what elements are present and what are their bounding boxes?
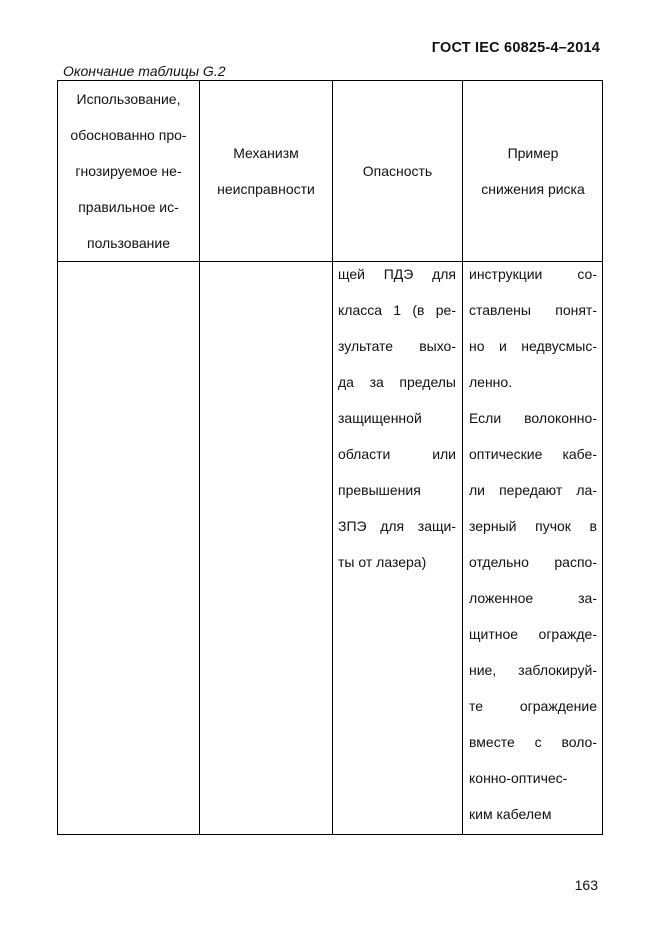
text-line: но и недвусмыс-	[469, 338, 597, 354]
text-line: оптические кабе-	[469, 446, 597, 462]
text-line: превышения	[338, 482, 421, 498]
text-line: ким кабелем	[469, 806, 552, 822]
text-line: ставлены понят-	[469, 302, 597, 318]
page-number: 163	[574, 877, 598, 893]
text-line: да за пределы	[338, 374, 456, 390]
hazard-cell	[338, 263, 456, 587]
text-line: те ограждение	[469, 698, 597, 714]
text-line: защищенной	[338, 410, 422, 426]
header-line: Опасность	[362, 163, 433, 179]
text-line: ЗПЭ для защи-	[338, 518, 456, 534]
header-line: неисправности	[217, 181, 315, 197]
text-line: класса 1 (в ре-	[338, 302, 456, 318]
text-line: ленно.	[469, 374, 513, 390]
table-g2	[57, 80, 603, 835]
text-line: ние, заблокируй-	[469, 662, 597, 678]
header-line: гнозируемое не-	[75, 163, 182, 179]
header-divider	[58, 261, 602, 262]
header-cell-use	[58, 81, 199, 261]
text-line: зультате выхо-	[338, 338, 456, 354]
mitigation-cell	[469, 263, 597, 839]
header-cell-hazard	[333, 81, 462, 261]
header-cell-risk-mitigation	[463, 81, 603, 261]
table-caption: Окончание таблицы G.2	[63, 63, 226, 79]
header-line: пользование	[87, 235, 170, 251]
header-line: Механизм	[233, 145, 299, 161]
text-line: Если волоконно-	[469, 410, 597, 426]
text-line: ты от лазера)	[338, 554, 427, 570]
text-line: зерный пучок в	[469, 518, 597, 534]
header-line: Использование,	[76, 91, 181, 107]
header-line: снижения риска	[481, 181, 585, 197]
text-line: конно-оптичес-	[469, 770, 568, 786]
text-line: щитное огражде-	[469, 626, 597, 642]
text-line: ли передают ла-	[469, 482, 597, 498]
header-line: Пример	[507, 145, 559, 161]
text-line: инструкции со-	[469, 266, 597, 282]
text-line: ложенное за-	[469, 590, 597, 606]
text-line: отдельно распо-	[469, 554, 597, 570]
text-line: области или	[338, 446, 456, 462]
header-line: правильное ис-	[78, 199, 179, 215]
text-line: щей ПДЭ для	[338, 266, 456, 282]
standard-designation: ГОСТ IEC 60825-4–2014	[431, 40, 600, 56]
text-line: вместе с воло-	[469, 734, 597, 750]
header-cell-failure-mechanism	[200, 81, 332, 261]
header-line: обоснованно про-	[70, 127, 187, 143]
